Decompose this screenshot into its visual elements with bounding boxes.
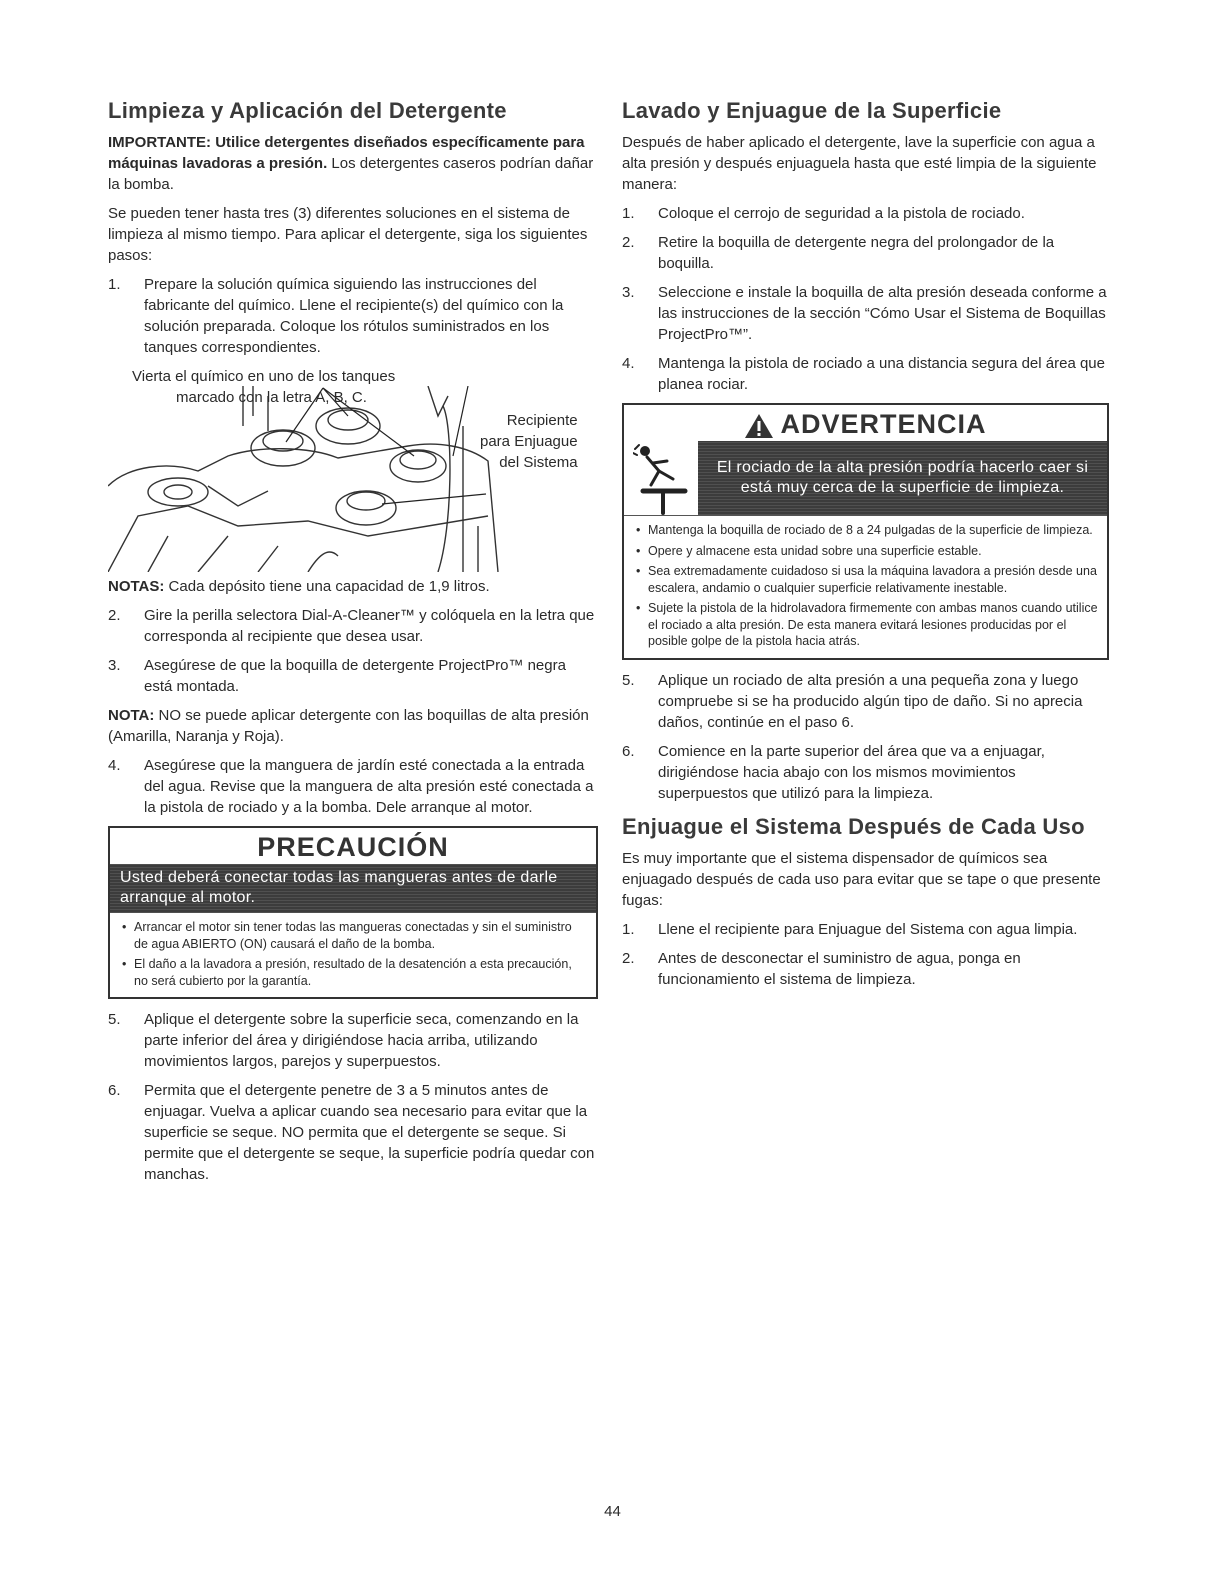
wash-steps-a — [622, 203, 1109, 395]
list-item: 4. Asegúrese que la manguera de jardín esté conectada a la entrada del agua. Revise que la manguera de alta presión esté conectada a la pistola de rociado y a la bomba. Dele arranque al motor. — [108, 757, 594, 816]
section-heading-rinse: Enjuague el Sistema Después de Cada Uso — [622, 813, 1085, 839]
system-rinse-tank-label: Recipiente para Enjuague del Sistema — [480, 412, 578, 471]
left-column — [108, 96, 598, 1193]
detergent-steps-b — [108, 605, 598, 697]
detergent-intro: Se pueden tener hasta tres (3) diferentes soluciones en el sistema de limpieza al mismo tiempo. Para aplicar el detergente, siga los siguientes pasos: — [108, 205, 588, 264]
list-item: 3. Seleccione e instale la boquilla de alta presión deseada conforme a las instrucciones de la sección “Cómo Usar el Sistema de Boquillas ProjectPro™”. — [622, 284, 1107, 343]
list-item: 5. Aplique el detergente sobre la superficie seca, comenzando en la parte inferior del área y dirigiéndose hacia arriba, utilizando movimientos largos, parejos y superpuestos. — [108, 1011, 579, 1070]
list-item: • Mantenga la boquilla de rociado de 8 a 24 pulgadas de la superficie de limpieza. — [636, 523, 1093, 537]
advertencia-box — [622, 403, 1109, 660]
warning-triangle-icon — [744, 413, 774, 439]
list-item: 3. Asegúrese de que la boquilla de detergente ProjectPro™ negra está montada. — [108, 657, 566, 695]
list-item: • El daño a la lavadora a presión, resultado de la desatención a esta precaución, no será cubierto por la garantía. — [122, 957, 572, 988]
advertencia-band: El rociado de la alta presión podría hacerlo caer si está muy cerca de la superficie de limpieza. — [698, 441, 1107, 515]
advertencia-hazard-row — [624, 441, 1107, 516]
precaucion-bullets — [110, 913, 596, 997]
list-item: 6. Permita que el detergente penetre de 3 a 5 minutos antes de enjuagar. Vuelva a aplicar cuando sea necesario para evitar que la superficie se seque. NO permita que el detergente se seque. Si permite que el detergente se seque, la superficie podría quedar con manchas. — [108, 1082, 595, 1183]
list-item: 1. Prepare la solución química siguiendo las instrucciones del fabricante del químico. Llene el recipiente(s) del químico con la solución preparada. Coloque los rótulos suministrados en los tanques correspondientes. — [108, 276, 564, 356]
figure-caption: Vierta el químico en uno de los tanques marcado con la letra A, B, C. — [132, 368, 396, 406]
page-number: 44 — [604, 1503, 621, 1520]
important-note — [108, 132, 598, 195]
detergent-steps-c — [108, 755, 598, 818]
section-heading-wash: Lavado y Enjuague de la Superficie — [622, 98, 1002, 123]
right-column — [622, 96, 1109, 998]
fall-hazard-icon — [624, 441, 698, 515]
list-item: 2. Antes de desconectar el suministro de agua, ponga en funcionamiento el sistema de limpieza. — [622, 949, 1021, 988]
rinse-steps — [622, 919, 1109, 990]
list-item: 6. Comience en la parte superior del área que va a enjuagar, dirigiéndose hacia abajo con los mismos movimientos superpuestos que utilizó para la limpieza. — [622, 742, 1045, 802]
list-item: 2. Retire la boquilla de detergente negra del prolongador de la boquilla. — [622, 234, 1055, 272]
precaucion-title: PRECAUCIÓN — [257, 832, 449, 862]
detergent-steps-a — [108, 274, 598, 358]
list-item: • Sea extremadamente cuidadoso si usa la máquina lavadora a presión desde una escalera, andamio o cualquier superficie relativamente inestable. — [636, 564, 1097, 595]
important-lead: IMPORTANTE: Utilice detergentes diseñados específicamente para máquinas lavadoras a presión. — [108, 134, 585, 172]
advertencia-title-row — [624, 405, 1107, 441]
detergent-steps-d — [108, 1009, 598, 1185]
precaucion-box — [108, 826, 598, 999]
list-item: 4. Mantenga la pistola de rociado a una distancia segura del área que planea rociar. — [622, 355, 1105, 393]
notas-note: NOTAS: Cada depósito tiene una capacidad de 1,9 litros. — [108, 578, 490, 595]
list-item: • Arrancar el motor sin tener todas las mangueras conectadas y sin el suministro de agua ABIERTO (ON) causará el daño de la bomba. — [122, 920, 572, 951]
list-item: 1. Coloque el cerrojo de seguridad a la pistola de rociado. — [622, 205, 1025, 222]
wash-steps-b — [622, 670, 1109, 804]
list-item: • Sujete la pistola de la hidrolavadora firmemente con ambas manos cuando utilice el rociado a alta presión. De esta manera evitará lesiones producidas por el posible golpe de la pistola hacia atrás. — [636, 601, 1098, 648]
list-item: 5. Aplique un rociado de alta presión a una pequeña zona y luego compruebe si se ha producido algún tipo de daño. Si no aprecia daños, continúe en el paso 6. — [622, 671, 1083, 731]
advertencia-title: ADVERTENCIA — [780, 409, 987, 439]
important-rest: Los detergentes caseros podrían dañar la bomba. — [108, 155, 594, 193]
list-item: 2. Gire la perilla selectora Dial-A-Cleaner™ y colóquela en la letra que corresponda al recipiente que desea usar. — [108, 607, 595, 645]
precaucion-band: Usted deberá conectar todas las mangueras antes de darle arranque al motor. — [110, 864, 596, 913]
chemical-tanks-figure — [108, 366, 598, 572]
list-item: 1. Llene el recipiente para Enjuague del Sistema con agua limpia. — [622, 920, 1078, 938]
wash-intro: Después de haber aplicado el detergente, lave la superficie con agua a alta presión y después enjuaguela hasta que esté limpia de la siguiente manera: — [622, 134, 1097, 193]
rinse-intro: Es muy importante que el sistema dispensador de químicos sea enjuagado después de cada uso para evitar que se tape o que presente fugas: — [622, 849, 1101, 909]
advertencia-bullets — [624, 516, 1107, 658]
section-heading-detergent: Limpieza y Aplicación del Detergente — [108, 98, 507, 123]
nota-note: NOTA: NO se puede aplicar detergente con las boquillas de alta presión (Amarilla, Naranja y Roja). — [108, 707, 589, 745]
list-item: • Opere y almacene esta unidad sobre una superficie estable. — [636, 543, 982, 558]
